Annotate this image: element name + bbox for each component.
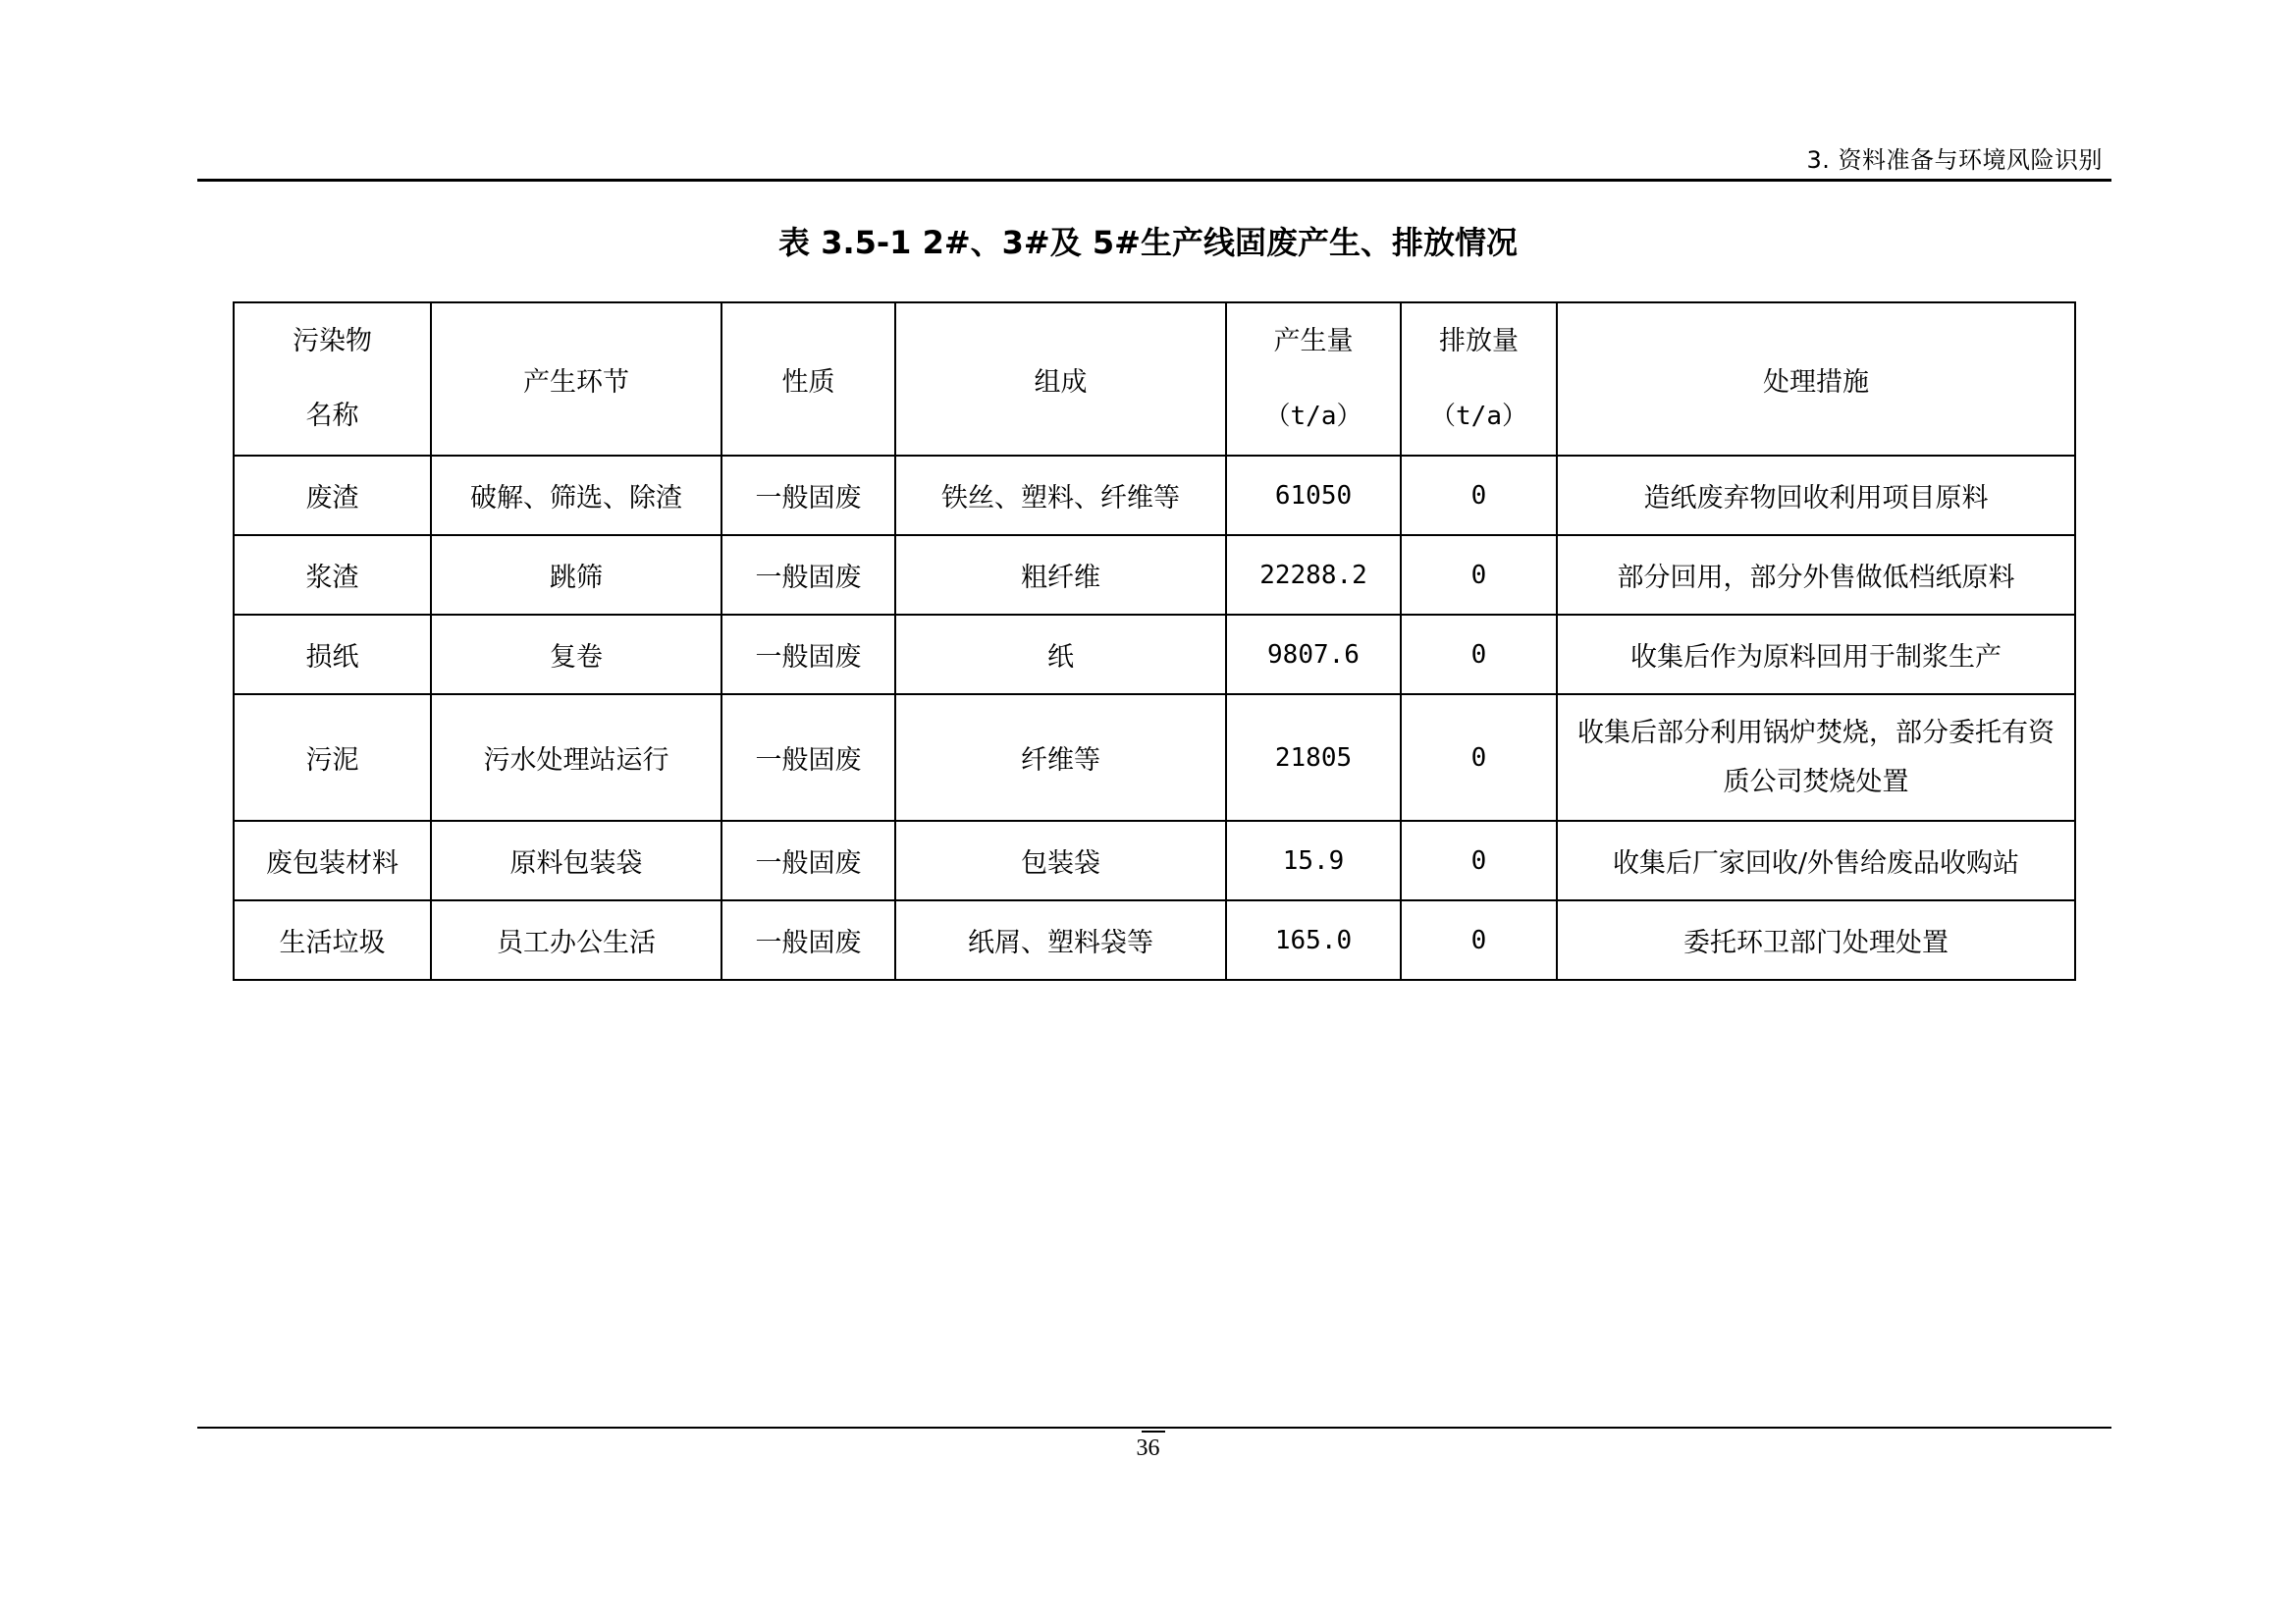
- cell-discharged: 0: [1401, 535, 1557, 615]
- cell-nature: 一般固废: [721, 456, 895, 535]
- page-number: 36: [1136, 1435, 1160, 1461]
- cell-name: 废渣: [234, 456, 431, 535]
- header-line: （t/a）: [1264, 402, 1362, 431]
- cell-stage: 破解、筛选、除渣: [431, 456, 721, 535]
- cell-stage: 原料包装袋: [431, 821, 721, 900]
- cell-nature: 一般固废: [721, 535, 895, 615]
- cell-composition: 纸: [895, 615, 1226, 694]
- header-line: 排放量: [1439, 326, 1519, 356]
- cell-treatment: 造纸废弃物回收利用项目原料: [1557, 456, 2075, 535]
- column-header-pollutant-name: [234, 302, 431, 456]
- cell-treatment: 部分回用，部分外售做低档纸原料: [1557, 535, 2075, 615]
- footer-rule: [197, 1427, 2111, 1429]
- cell-treatment: 收集后厂家回收/外售给废品收购站: [1557, 821, 2075, 900]
- column-header-treatment: 处理措施: [1557, 302, 2075, 456]
- cell-name: 损纸: [234, 615, 431, 694]
- cell-stage: 员工办公生活: [431, 900, 721, 980]
- cell-name: 污泥: [234, 694, 431, 821]
- column-header-generated: [1226, 302, 1401, 456]
- cell-name: 浆渣: [234, 535, 431, 615]
- header-rule: [197, 179, 2111, 182]
- table-row: [234, 535, 2075, 615]
- cell-name: 废包装材料: [234, 821, 431, 900]
- cell-composition: 包装袋: [895, 821, 1226, 900]
- header-line: 污染物: [293, 326, 372, 356]
- cell-name: 生活垃圾: [234, 900, 431, 980]
- cell-composition: 纸屑、塑料袋等: [895, 900, 1226, 980]
- cell-stage: 污水处理站运行: [431, 694, 721, 821]
- cell-discharged: 0: [1401, 694, 1557, 821]
- cell-nature: 一般固废: [721, 821, 895, 900]
- cell-composition: 纤维等: [895, 694, 1226, 821]
- table-title: 表 3.5-1 2#、3#及 5#生产线固废产生、排放情况: [778, 224, 1518, 261]
- header-line: （t/a）: [1430, 402, 1527, 431]
- table-header-row: [234, 302, 2075, 456]
- column-header-composition: 组成: [895, 302, 1226, 456]
- cell-composition: 铁丝、塑料、纤维等: [895, 456, 1226, 535]
- cell-discharged: 0: [1401, 900, 1557, 980]
- cell-discharged: 0: [1401, 821, 1557, 900]
- cell-nature: 一般固废: [721, 694, 895, 821]
- column-header-nature: 性质: [721, 302, 895, 456]
- cell-generated: 22288.2: [1226, 535, 1401, 615]
- table-row: [234, 615, 2075, 694]
- table-row: [234, 821, 2075, 900]
- column-header-discharged: [1401, 302, 1557, 456]
- header-line: 名称: [305, 401, 359, 431]
- cell-discharged: 0: [1401, 456, 1557, 535]
- table-row: [234, 900, 2075, 980]
- page-number-mark: [1142, 1431, 1165, 1433]
- header-line: 产生量: [1273, 326, 1354, 356]
- cell-generated: 21805: [1226, 694, 1401, 821]
- cell-nature: 一般固废: [721, 615, 895, 694]
- running-header: 3. 资料准备与环境风险识别: [1806, 146, 2103, 174]
- cell-treatment: 收集后作为原料回用于制浆生产: [1557, 615, 2075, 694]
- cell-generated: 61050: [1226, 456, 1401, 535]
- solid-waste-table: [233, 301, 2076, 981]
- cell-nature: 一般固废: [721, 900, 895, 980]
- cell-generated: 15.9: [1226, 821, 1401, 900]
- cell-generated: 9807.6: [1226, 615, 1401, 694]
- cell-composition: 粗纤维: [895, 535, 1226, 615]
- cell-treatment: 委托环卫部门处理处置: [1557, 900, 2075, 980]
- table-row: [234, 694, 2075, 821]
- column-header-stage: 产生环节: [431, 302, 721, 456]
- table-row: [234, 456, 2075, 535]
- cell-treatment: 收集后部分利用锅炉焚烧，部分委托有资质公司焚烧处置: [1557, 694, 2075, 821]
- cell-generated: 165.0: [1226, 900, 1401, 980]
- cell-discharged: 0: [1401, 615, 1557, 694]
- cell-stage: 复卷: [431, 615, 721, 694]
- cell-stage: 跳筛: [431, 535, 721, 615]
